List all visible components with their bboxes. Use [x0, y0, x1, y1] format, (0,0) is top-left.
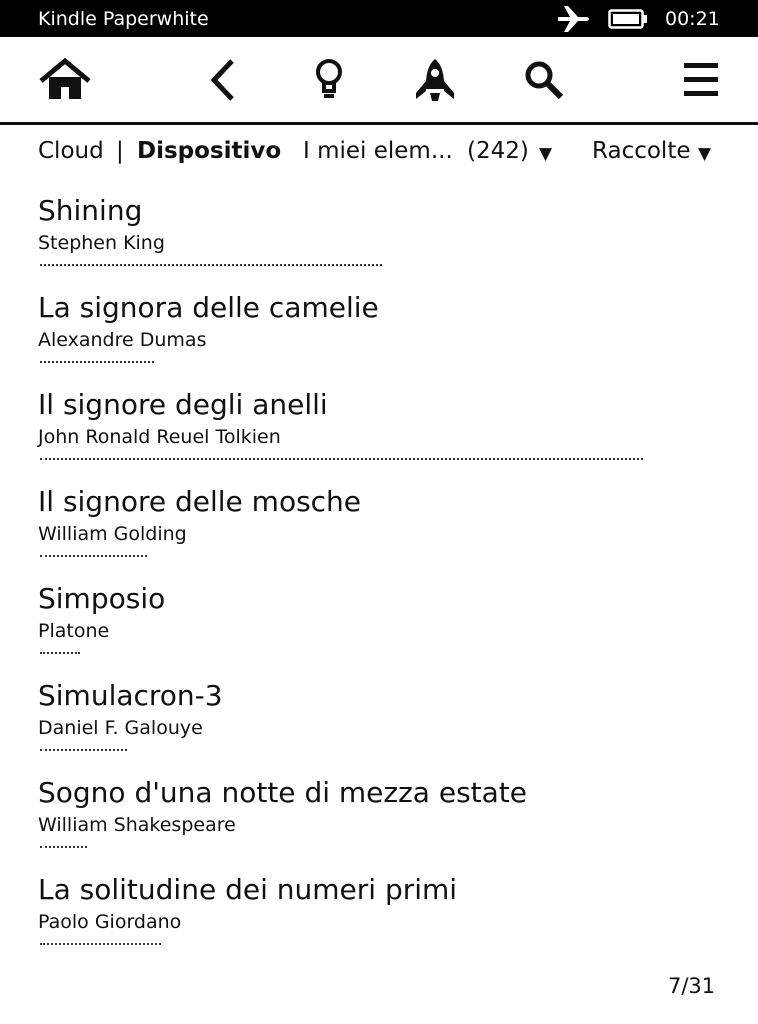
book-author: Daniel F. Galouye — [38, 717, 203, 739]
book-item[interactable] — [0, 675, 758, 772]
book-item[interactable] — [0, 772, 758, 869]
page-indicator: 7/31 — [668, 974, 716, 998]
status-bar — [0, 0, 758, 37]
battery-icon — [608, 9, 648, 29]
cloud-tab[interactable]: Cloud — [38, 138, 104, 164]
book-author: Alexandre Dumas — [38, 329, 207, 351]
book-title: Sogno d'una notte di mezza estate — [38, 776, 528, 809]
search-icon[interactable] — [515, 57, 571, 103]
book-author: Stephen King — [38, 232, 165, 254]
items-filter-dropdown[interactable]: I miei elem... — [303, 138, 453, 164]
book-author: Platone — [38, 620, 110, 642]
book-author: John Ronald Reuel Tolkien — [38, 426, 281, 448]
toolbar — [0, 37, 758, 123]
book-title: La solitudine dei numeri primi — [38, 873, 458, 906]
book-list — [0, 190, 758, 966]
home-icon[interactable] — [37, 57, 93, 103]
book-item[interactable] — [0, 384, 758, 481]
light-bulb-icon[interactable] — [301, 57, 357, 103]
book-item[interactable] — [0, 481, 758, 578]
book-item[interactable] — [0, 287, 758, 384]
back-icon[interactable] — [196, 57, 252, 103]
rocket-icon[interactable] — [407, 57, 463, 103]
book-item[interactable] — [0, 869, 758, 966]
book-title: Simposio — [38, 582, 166, 615]
book-title: Simulacron-3 — [38, 679, 223, 712]
reading-progress — [40, 943, 161, 945]
reading-progress — [40, 846, 87, 848]
tab-separator: | — [116, 138, 124, 164]
menu-icon[interactable] — [673, 57, 729, 103]
reading-progress — [40, 458, 643, 460]
book-title: Il signore delle mosche — [38, 485, 362, 518]
clock-time: 00:21 — [665, 8, 720, 30]
book-title: La signora delle camelie — [38, 291, 379, 324]
book-title: Shining — [38, 194, 143, 227]
book-title: Il signore degli anelli — [38, 388, 328, 421]
book-author: Paolo Giordano — [38, 911, 182, 933]
dropdown-arrow-icon[interactable]: ▼ — [698, 144, 712, 164]
book-author: William Shakespeare — [38, 814, 236, 836]
toolbar-divider — [0, 122, 758, 125]
collections-dropdown[interactable]: Raccolte — [592, 138, 691, 164]
items-count[interactable]: (242) — [467, 138, 529, 164]
reading-progress — [40, 749, 127, 751]
book-author: William Golding — [38, 523, 187, 545]
device-tab[interactable]: Dispositivo — [137, 138, 282, 164]
device-name: Kindle Paperwhite — [38, 8, 209, 30]
airplane-icon — [556, 5, 592, 33]
filter-bar — [0, 136, 758, 172]
reading-progress — [40, 264, 382, 266]
reading-progress — [40, 361, 154, 363]
book-item[interactable] — [0, 190, 758, 287]
dropdown-arrow-icon[interactable]: ▼ — [539, 144, 553, 164]
book-item[interactable] — [0, 578, 758, 675]
reading-progress — [40, 652, 80, 654]
reading-progress — [40, 555, 147, 557]
